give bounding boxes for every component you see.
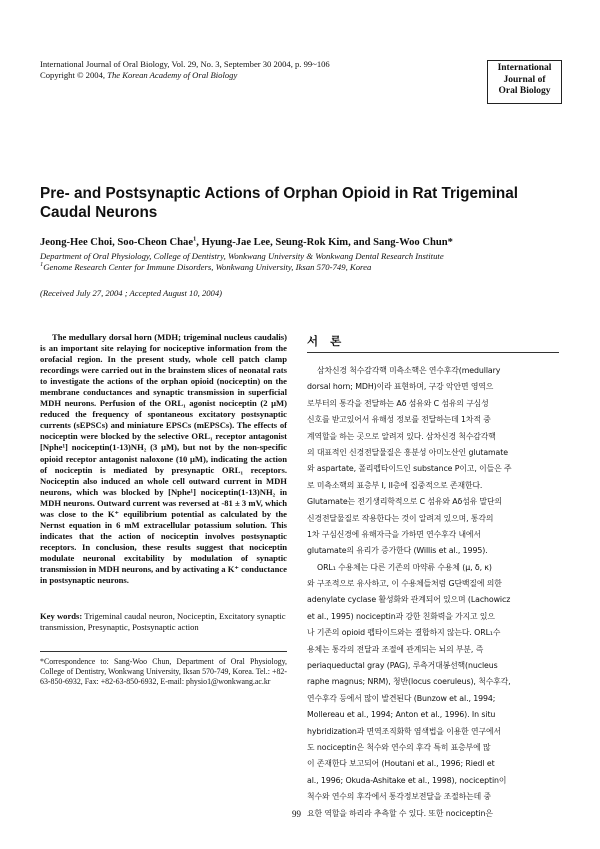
body-line: 연수후각 등에서 많이 발견된다 (Bunzow et al., 1994; — [307, 693, 496, 703]
introduction-body — [307, 363, 559, 822]
body-line: 와 aspartate, 폴리펩타이드인 substance P이고, 이들은 주 — [307, 464, 512, 474]
body-line: 의 대표적인 신경전달물질은 흥분성 아미노산인 glutamate — [307, 447, 508, 457]
authors-part-2: , Hyung-Jae Lee, Seung-Rok Kim, and Sang-Woo Chun* — [196, 237, 453, 248]
section-divider — [307, 352, 559, 353]
body-line: Mollereau et al., 1994; Anton et al., 1996). In situ — [307, 710, 496, 720]
journal-box-line: Journal of — [503, 74, 546, 85]
copyright-line — [40, 70, 237, 81]
journal-box-line: Oral Biology — [498, 86, 551, 96]
author-list — [40, 236, 453, 249]
body-line: Glutamate는 전기생리학적으로 C 섬유와 Aδ섬유 말단의 — [307, 497, 502, 507]
journal-name-box — [487, 60, 562, 104]
copyright-society: The Korean Academy of Oral Biology — [107, 70, 238, 80]
body-line: et al., 1995) nociceptin과 강한 친화력을 가지고 있으 — [307, 611, 495, 621]
affiliation-1: Department of Oral Physiology, College of Dentistry, Wonkwang University & Wonkwang Dental Research Institute — [40, 251, 444, 261]
affiliation-2 — [40, 262, 371, 273]
received-dates: (Received July 27, 2004 ; Accepted August 10, 2004) — [40, 288, 223, 298]
page-number: 99 — [292, 809, 301, 819]
abstract: The medullary dorsal horn (MDH; trigeminal nucleus caudalis) is an important site relaying for nociceptive information from the orofacial region. In the present study, whole cell patch clamp recordings were carried out in the brainstem slices of neonatal rats to investigate the actions of the orphan opioid (nociceptin) on the membrane conductances and synaptic transmission in superficial MDH neurons. Perfusion of the ORL₁ agonist nociceptin (2 μM) reduced the frequency of spontaneous excitatory postsynaptic currents (sEPSCs) and miniature EPSCs (mEPSCs). The effects of nociceptin were blocked by the selective ORL₁ receptor antagonist [Nphe¹] nociceptin(1-13)NH₂ (3 μM), but not by the non-specific opioid receptor antagonist naloxone (10 μM), indicating the action of nociceptin is mediated by presynaptic ORL₁ receptors. Nociceptin also induced an whole cell outward current in MDH neurons, which was blocked by [Nphe¹] nociceptin(1-13)NH₂ in MDH neurons. Outward current was reversed at -81 ± 3 mV, which was close to the K⁺ equilibrium potential as calculated by the Nernst equation in 6 mM extracellular potassium solution. This indicates that the action of nociceptin involves postsynaptic receptors. In conclusion, these results suggest that nociceptin modulate neuronal excitability by modulation of synaptic transmission in MDH neurons, and by activating a K⁺ conductance in postsynaptic neurons. — [40, 332, 287, 586]
body-line: dorsal horn; MDH)이라 표현하며, 구강 악안면 영역으 — [307, 382, 494, 392]
keywords — [40, 611, 287, 633]
section-heading-introduction: 서 론 — [307, 334, 346, 348]
body-line: 척수와 연수의 후각에서 통각정보전달을 조절하는데 중 — [307, 792, 491, 802]
paper-title: Pre- and Postsynaptic Actions of Orphan Opioid in Rat Trigeminal Caudal Neurons — [40, 185, 518, 221]
body-line: ORL₁ 수용체는 다른 기존의 마약류 수용체 (μ, δ, κ) — [317, 562, 492, 572]
correspondence-footnote: *Correspondence to: Sang-Woo Chun, Department of Oral Physiology, College of Dentistry, Wonkwang University, Iksan 570-749, Korea. Tel.: +82-63-850-6932, Fax: +82-63-850-6932, E-mail: physio1@wonkwang.ac.kr — [40, 657, 287, 686]
body-line: periaqueductal gray (PAG), 루측거대봉선핵(nucleus — [307, 661, 498, 671]
copyright-prefix: Copyright © 2004, — [40, 70, 106, 80]
affiliation-mark: 1 — [40, 261, 44, 269]
body-line: 도 nociceptin은 척수와 연수의 후각 특히 표층부에 많 — [307, 742, 491, 752]
body-line: raphe magnus; NRM), 청반(locus coeruleus), 척수후각, — [307, 677, 511, 687]
footnote-divider — [40, 651, 287, 652]
body-line: hybridization과 면역조직화학 염색법을 이용한 연구에서 — [307, 726, 501, 736]
body-line: 이 존재한다 보고되어 (Houtani et al., 1996; Riedl et — [307, 759, 495, 769]
body-line: 로 미측소핵의 표층부 I, II층에 집중적으로 존재한다. — [307, 480, 483, 490]
body-line: 신경전달물질로 작용한다는 것이 알려져 있으며, 통각의 — [307, 513, 494, 523]
body-line: glutamate의 유리가 증가한다 (Willis et al., 1995). — [307, 546, 488, 556]
body-line: 신호를 받고있어서 유해성 정보를 전달하는데 1차적 중 — [307, 415, 491, 425]
author-affiliation-mark: 1 — [193, 235, 197, 243]
body-line: 로부터의 통각을 전달하는 Aδ 섬유와 C 섬유의 구심성 — [307, 398, 489, 408]
body-line: 요한 역할을 하리라 추측할 수 있다. 또한 nociceptin은 — [307, 808, 493, 818]
body-line: 나 기존의 opioid 펩타이드와는 결합하지 않는다. ORL₁수 — [307, 628, 501, 638]
body-line: 용체는 통각의 전달과 조절에 관계되는 뇌의 부분, 즉 — [307, 644, 484, 654]
affiliation-2-text: Genome Research Center for Immune Disorders, Wonkwang University, Iksan 570-749, Korea — [43, 262, 372, 272]
journal-citation: International Journal of Oral Biology, Vol. 29, No. 3, September 30 2004, p. 99~106 — [40, 59, 330, 69]
body-line: adenylate cyclase 활성화와 관계되어 있으며 (Lachowicz — [307, 595, 511, 605]
body-line: 와 구조적으로 유사하고, 이 수용체들처럼 G단백질에 의한 — [307, 579, 502, 589]
body-line: 삼차신경 척수감각핵 미측소핵은 연수후각(medullary — [317, 366, 501, 375]
authors-part-1: Jeong-Hee Choi, Soo-Cheon Chae — [40, 237, 194, 248]
keywords-text: Trigeminal caudal neuron, Nociceptin, Excitatory synaptic transmission, Presynaptic, Postsynaptic action — [40, 611, 286, 633]
journal-box-line: International — [497, 63, 552, 73]
body-line: al., 1996; Okuda-Ashitake et al., 1998), nociceptin이 — [307, 775, 507, 785]
keywords-label: Key words: — [40, 611, 83, 621]
body-line: 1차 구심신경에 유해자극을 가하면 연수후각 내에서 — [307, 529, 481, 539]
body-line: 계역할을 하는 곳으로 알려져 있다. 삼차신경 척수감각핵 — [307, 431, 496, 441]
